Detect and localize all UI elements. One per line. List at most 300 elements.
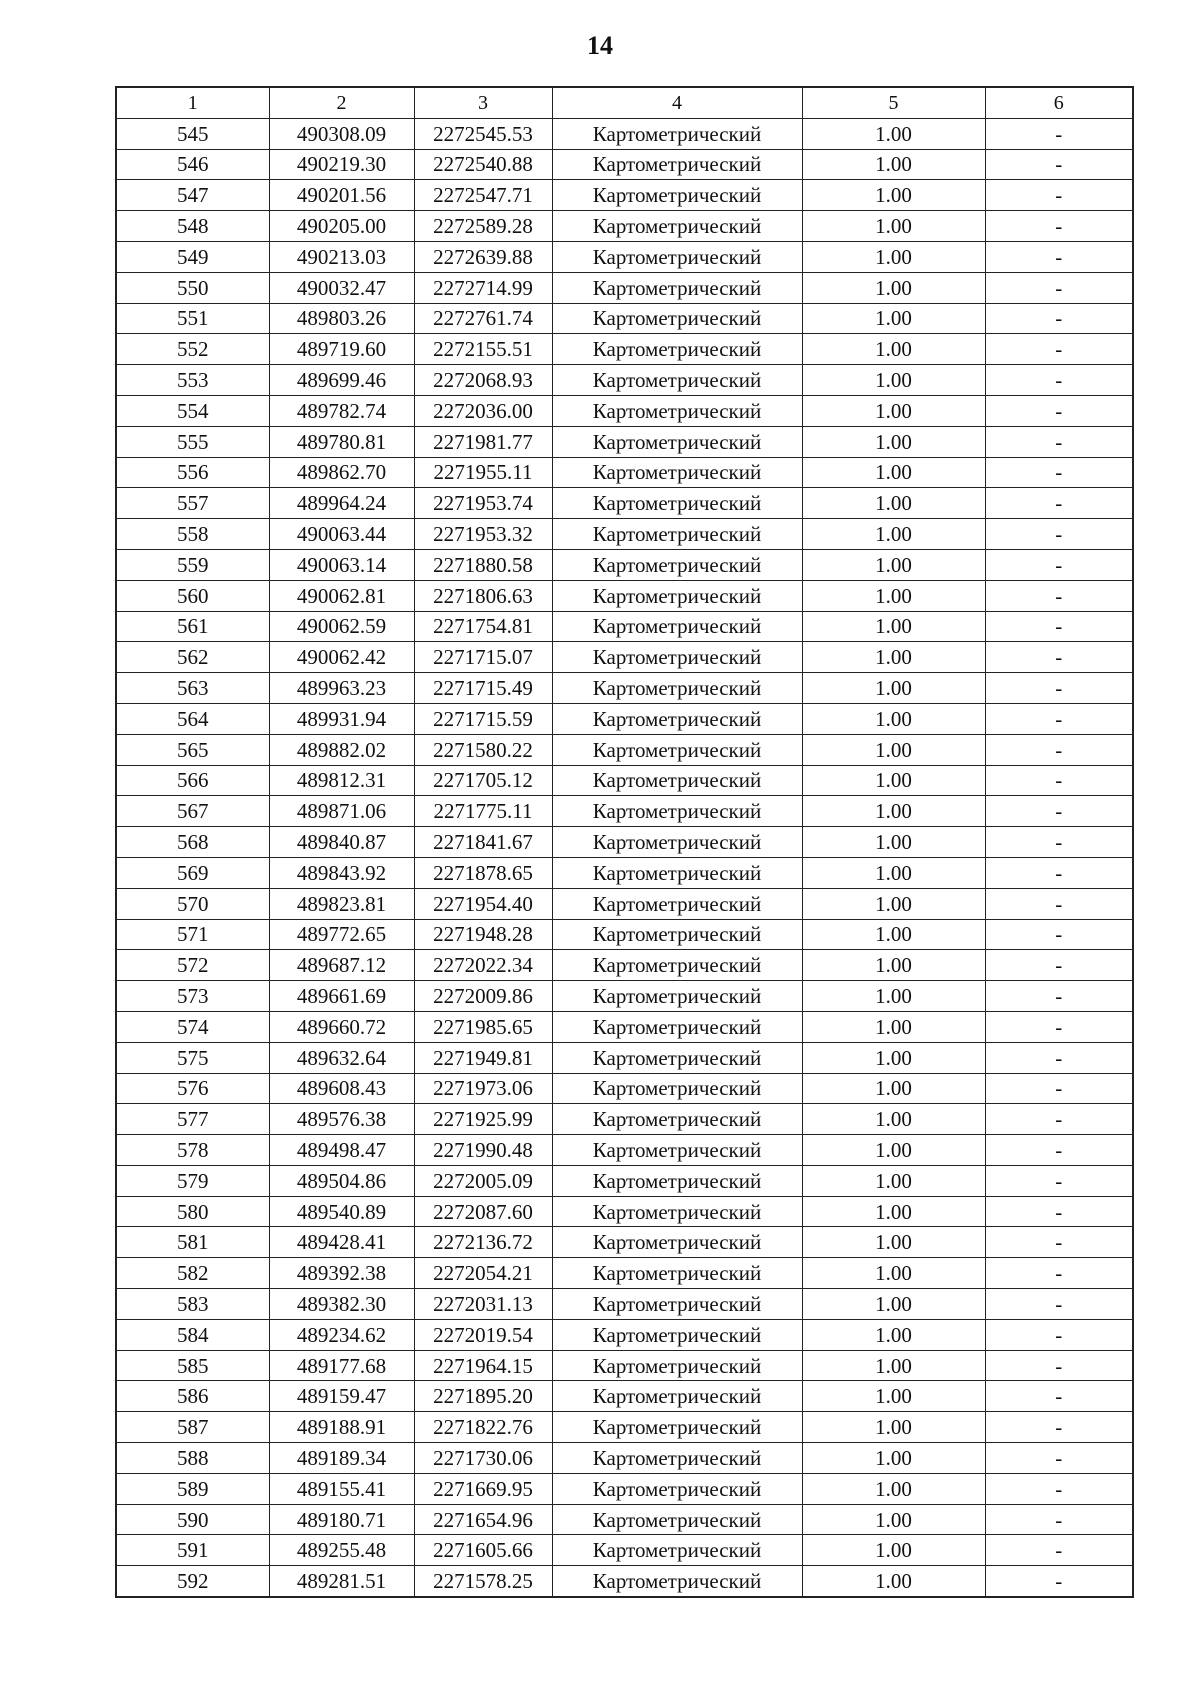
accuracy-cell: 1.00 [802, 118, 985, 149]
table-row [116, 734, 1133, 765]
y-coordinate-cell: 2272036.00 [414, 395, 552, 426]
page-number: 14 [587, 31, 613, 60]
point-number-cell: 592 [116, 1566, 269, 1597]
point-number-cell: 570 [116, 888, 269, 919]
x-coordinate-cell: 489498.47 [269, 1135, 414, 1166]
method-cell: Картометрический [552, 703, 802, 734]
accuracy-cell: 1.00 [802, 1135, 985, 1166]
point-number-cell: 561 [116, 611, 269, 642]
x-coordinate-cell: 489281.51 [269, 1566, 414, 1597]
point-number-cell: 565 [116, 734, 269, 765]
point-number-cell: 553 [116, 365, 269, 396]
y-coordinate-cell: 2272545.53 [414, 118, 552, 149]
method-cell: Картометрический [552, 211, 802, 242]
description-cell: - [985, 457, 1133, 488]
x-coordinate-cell: 490308.09 [269, 118, 414, 149]
description-cell: - [985, 1196, 1133, 1227]
y-coordinate-cell: 2271841.67 [414, 827, 552, 858]
method-cell: Картометрический [552, 1319, 802, 1350]
point-number-cell: 572 [116, 950, 269, 981]
accuracy-cell: 1.00 [802, 1443, 985, 1474]
method-cell: Картометрический [552, 303, 802, 334]
table-row [116, 1011, 1133, 1042]
point-number-cell: 579 [116, 1165, 269, 1196]
method-cell: Картометрический [552, 1135, 802, 1166]
table-row [116, 1135, 1133, 1166]
method-cell: Картометрический [552, 1473, 802, 1504]
table-row [116, 919, 1133, 950]
y-coordinate-cell: 2271981.77 [414, 426, 552, 457]
point-number-cell: 569 [116, 857, 269, 888]
point-number-cell: 573 [116, 981, 269, 1012]
y-coordinate-cell: 2271730.06 [414, 1443, 552, 1474]
point-number-cell: 564 [116, 703, 269, 734]
point-number-cell: 580 [116, 1196, 269, 1227]
y-coordinate-cell: 2271895.20 [414, 1381, 552, 1412]
x-coordinate-cell: 489576.38 [269, 1104, 414, 1135]
y-coordinate-cell: 2271925.99 [414, 1104, 552, 1135]
y-coordinate-cell: 2271605.66 [414, 1535, 552, 1566]
description-cell: - [985, 827, 1133, 858]
accuracy-cell: 1.00 [802, 1473, 985, 1504]
x-coordinate-cell: 489540.89 [269, 1196, 414, 1227]
x-coordinate-cell: 490032.47 [269, 272, 414, 303]
y-coordinate-cell: 2271669.95 [414, 1473, 552, 1504]
x-coordinate-cell: 489699.46 [269, 365, 414, 396]
description-cell: - [985, 1412, 1133, 1443]
table-row [116, 1073, 1133, 1104]
point-number-cell: 563 [116, 673, 269, 704]
table-row [116, 395, 1133, 426]
description-cell: - [985, 1165, 1133, 1196]
method-cell: Картометрический [552, 180, 802, 211]
accuracy-cell: 1.00 [802, 1381, 985, 1412]
table-row [116, 703, 1133, 734]
description-cell: - [985, 580, 1133, 611]
description-cell: - [985, 149, 1133, 180]
method-cell: Картометрический [552, 1011, 802, 1042]
description-cell: - [985, 180, 1133, 211]
x-coordinate-cell: 489180.71 [269, 1504, 414, 1535]
y-coordinate-cell: 2272031.13 [414, 1289, 552, 1320]
method-cell: Картометрический [552, 365, 802, 396]
table-row [116, 673, 1133, 704]
point-number-cell: 552 [116, 334, 269, 365]
x-coordinate-cell: 490062.59 [269, 611, 414, 642]
column-header-6: 6 [985, 87, 1133, 118]
y-coordinate-cell: 2271654.96 [414, 1504, 552, 1535]
accuracy-cell: 1.00 [802, 334, 985, 365]
table-row [116, 981, 1133, 1012]
table-row [116, 1196, 1133, 1227]
x-coordinate-cell: 490213.03 [269, 241, 414, 272]
table-row [116, 1473, 1133, 1504]
point-number-cell: 587 [116, 1412, 269, 1443]
x-coordinate-cell: 489392.38 [269, 1258, 414, 1289]
accuracy-cell: 1.00 [802, 857, 985, 888]
table-row [116, 857, 1133, 888]
method-cell: Картометрический [552, 734, 802, 765]
point-number-cell: 559 [116, 549, 269, 580]
point-number-cell: 589 [116, 1473, 269, 1504]
accuracy-cell: 1.00 [802, 211, 985, 242]
description-cell: - [985, 365, 1133, 396]
table-row [116, 1412, 1133, 1443]
y-coordinate-cell: 2271715.49 [414, 673, 552, 704]
accuracy-cell: 1.00 [802, 734, 985, 765]
accuracy-cell: 1.00 [802, 1227, 985, 1258]
y-coordinate-cell: 2271973.06 [414, 1073, 552, 1104]
y-coordinate-cell: 2272005.09 [414, 1165, 552, 1196]
description-cell: - [985, 1350, 1133, 1381]
point-number-cell: 581 [116, 1227, 269, 1258]
method-cell: Картометрический [552, 673, 802, 704]
point-number-cell: 550 [116, 272, 269, 303]
x-coordinate-cell: 489504.86 [269, 1165, 414, 1196]
accuracy-cell: 1.00 [802, 580, 985, 611]
table-row [116, 365, 1133, 396]
description-cell: - [985, 519, 1133, 550]
column-header-2: 2 [269, 87, 414, 118]
y-coordinate-cell: 2271715.07 [414, 642, 552, 673]
accuracy-cell: 1.00 [802, 180, 985, 211]
column-header-3: 3 [414, 87, 552, 118]
method-cell: Картометрический [552, 981, 802, 1012]
table-row [116, 580, 1133, 611]
description-cell: - [985, 703, 1133, 734]
method-cell: Картометрический [552, 1412, 802, 1443]
description-cell: - [985, 1473, 1133, 1504]
description-cell: - [985, 734, 1133, 765]
accuracy-cell: 1.00 [802, 827, 985, 858]
x-coordinate-cell: 489632.64 [269, 1042, 414, 1073]
description-cell: - [985, 241, 1133, 272]
y-coordinate-cell: 2271880.58 [414, 549, 552, 580]
point-number-cell: 591 [116, 1535, 269, 1566]
point-number-cell: 551 [116, 303, 269, 334]
y-coordinate-cell: 2271754.81 [414, 611, 552, 642]
point-number-cell: 549 [116, 241, 269, 272]
description-cell: - [985, 611, 1133, 642]
point-number-cell: 568 [116, 827, 269, 858]
table-row [116, 1042, 1133, 1073]
accuracy-cell: 1.00 [802, 703, 985, 734]
y-coordinate-cell: 2272019.54 [414, 1319, 552, 1350]
x-coordinate-cell: 489660.72 [269, 1011, 414, 1042]
table-row [116, 488, 1133, 519]
x-coordinate-cell: 489931.94 [269, 703, 414, 734]
accuracy-cell: 1.00 [802, 303, 985, 334]
coordinates-table [115, 86, 1134, 1598]
accuracy-cell: 1.00 [802, 519, 985, 550]
accuracy-cell: 1.00 [802, 611, 985, 642]
method-cell: Картометрический [552, 549, 802, 580]
method-cell: Картометрический [552, 149, 802, 180]
method-cell: Картометрический [552, 1196, 802, 1227]
y-coordinate-cell: 2271822.76 [414, 1412, 552, 1443]
point-number-cell: 560 [116, 580, 269, 611]
x-coordinate-cell: 489188.91 [269, 1412, 414, 1443]
description-cell: - [985, 334, 1133, 365]
y-coordinate-cell: 2272714.99 [414, 272, 552, 303]
point-number-cell: 583 [116, 1289, 269, 1320]
x-coordinate-cell: 489608.43 [269, 1073, 414, 1104]
table-row [116, 519, 1133, 550]
table-row [116, 549, 1133, 580]
x-coordinate-cell: 489862.70 [269, 457, 414, 488]
x-coordinate-cell: 489428.41 [269, 1227, 414, 1258]
y-coordinate-cell: 2272155.51 [414, 334, 552, 365]
description-cell: - [985, 118, 1133, 149]
description-cell: - [985, 272, 1133, 303]
point-number-cell: 588 [116, 1443, 269, 1474]
y-coordinate-cell: 2271955.11 [414, 457, 552, 488]
table-row [116, 211, 1133, 242]
point-number-cell: 554 [116, 395, 269, 426]
description-cell: - [985, 549, 1133, 580]
table-row [116, 1104, 1133, 1135]
point-number-cell: 577 [116, 1104, 269, 1135]
accuracy-cell: 1.00 [802, 426, 985, 457]
description-cell: - [985, 426, 1133, 457]
description-cell: - [985, 1381, 1133, 1412]
accuracy-cell: 1.00 [802, 395, 985, 426]
table-row [116, 334, 1133, 365]
description-cell: - [985, 1319, 1133, 1350]
x-coordinate-cell: 489255.48 [269, 1535, 414, 1566]
point-number-cell: 557 [116, 488, 269, 519]
method-cell: Картометрический [552, 1504, 802, 1535]
table-row [116, 827, 1133, 858]
accuracy-cell: 1.00 [802, 1289, 985, 1320]
point-number-cell: 566 [116, 765, 269, 796]
y-coordinate-cell: 2272009.86 [414, 981, 552, 1012]
x-coordinate-cell: 490201.56 [269, 180, 414, 211]
point-number-cell: 558 [116, 519, 269, 550]
x-coordinate-cell: 489772.65 [269, 919, 414, 950]
y-coordinate-cell: 2272547.71 [414, 180, 552, 211]
column-header-4: 4 [552, 87, 802, 118]
method-cell: Картометрический [552, 426, 802, 457]
point-number-cell: 575 [116, 1042, 269, 1073]
point-number-cell: 584 [116, 1319, 269, 1350]
point-number-cell: 548 [116, 211, 269, 242]
y-coordinate-cell: 2272054.21 [414, 1258, 552, 1289]
method-cell: Картометрический [552, 1104, 802, 1135]
x-coordinate-cell: 490062.81 [269, 580, 414, 611]
description-cell: - [985, 950, 1133, 981]
point-number-cell: 574 [116, 1011, 269, 1042]
method-cell: Картометрический [552, 765, 802, 796]
point-number-cell: 562 [116, 642, 269, 673]
x-coordinate-cell: 489234.62 [269, 1319, 414, 1350]
method-cell: Картометрический [552, 950, 802, 981]
table-row [116, 765, 1133, 796]
description-cell: - [985, 642, 1133, 673]
method-cell: Картометрический [552, 334, 802, 365]
y-coordinate-cell: 2271705.12 [414, 765, 552, 796]
table-row [116, 1535, 1133, 1566]
x-coordinate-cell: 490219.30 [269, 149, 414, 180]
table-row [116, 1381, 1133, 1412]
method-cell: Картометрический [552, 272, 802, 303]
description-cell: - [985, 1042, 1133, 1073]
method-cell: Картометрический [552, 395, 802, 426]
y-coordinate-cell: 2271953.74 [414, 488, 552, 519]
x-coordinate-cell: 489871.06 [269, 796, 414, 827]
accuracy-cell: 1.00 [802, 950, 985, 981]
table-row [116, 642, 1133, 673]
y-coordinate-cell: 2271949.81 [414, 1042, 552, 1073]
method-cell: Картометрический [552, 888, 802, 919]
method-cell: Картометрический [552, 857, 802, 888]
x-coordinate-cell: 489719.60 [269, 334, 414, 365]
table-row [116, 950, 1133, 981]
accuracy-cell: 1.00 [802, 765, 985, 796]
y-coordinate-cell: 2271948.28 [414, 919, 552, 950]
method-cell: Картометрический [552, 1042, 802, 1073]
x-coordinate-cell: 490205.00 [269, 211, 414, 242]
method-cell: Картометрический [552, 1381, 802, 1412]
y-coordinate-cell: 2271715.59 [414, 703, 552, 734]
point-number-cell: 582 [116, 1258, 269, 1289]
table-row [116, 1504, 1133, 1535]
accuracy-cell: 1.00 [802, 549, 985, 580]
table-row [116, 118, 1133, 149]
description-cell: - [985, 1504, 1133, 1535]
accuracy-cell: 1.00 [802, 1258, 985, 1289]
y-coordinate-cell: 2271953.32 [414, 519, 552, 550]
y-coordinate-cell: 2272087.60 [414, 1196, 552, 1227]
accuracy-cell: 1.00 [802, 1319, 985, 1350]
description-cell: - [985, 765, 1133, 796]
point-number-cell: 547 [116, 180, 269, 211]
y-coordinate-cell: 2272136.72 [414, 1227, 552, 1258]
y-coordinate-cell: 2272639.88 [414, 241, 552, 272]
method-cell: Картометрический [552, 796, 802, 827]
accuracy-cell: 1.00 [802, 642, 985, 673]
accuracy-cell: 1.00 [802, 272, 985, 303]
method-cell: Картометрический [552, 1165, 802, 1196]
point-number-cell: 546 [116, 149, 269, 180]
accuracy-cell: 1.00 [802, 241, 985, 272]
description-cell: - [985, 919, 1133, 950]
description-cell: - [985, 1535, 1133, 1566]
table-row [116, 1165, 1133, 1196]
header-row [116, 87, 1133, 118]
accuracy-cell: 1.00 [802, 888, 985, 919]
method-cell: Картометрический [552, 919, 802, 950]
x-coordinate-cell: 489177.68 [269, 1350, 414, 1381]
y-coordinate-cell: 2272761.74 [414, 303, 552, 334]
point-number-cell: 576 [116, 1073, 269, 1104]
description-cell: - [985, 1227, 1133, 1258]
point-number-cell: 571 [116, 919, 269, 950]
method-cell: Картометрический [552, 827, 802, 858]
table-row [116, 611, 1133, 642]
x-coordinate-cell: 489803.26 [269, 303, 414, 334]
accuracy-cell: 1.00 [802, 457, 985, 488]
x-coordinate-cell: 489159.47 [269, 1381, 414, 1412]
table-row [116, 1319, 1133, 1350]
x-coordinate-cell: 489964.24 [269, 488, 414, 519]
description-cell: - [985, 673, 1133, 704]
column-header-5: 5 [802, 87, 985, 118]
accuracy-cell: 1.00 [802, 1566, 985, 1597]
description-cell: - [985, 796, 1133, 827]
x-coordinate-cell: 489189.34 [269, 1443, 414, 1474]
accuracy-cell: 1.00 [802, 796, 985, 827]
point-number-cell: 585 [116, 1350, 269, 1381]
y-coordinate-cell: 2271775.11 [414, 796, 552, 827]
y-coordinate-cell: 2272589.28 [414, 211, 552, 242]
accuracy-cell: 1.00 [802, 1073, 985, 1104]
y-coordinate-cell: 2271985.65 [414, 1011, 552, 1042]
table-row [116, 1350, 1133, 1381]
description-cell: - [985, 1104, 1133, 1135]
accuracy-cell: 1.00 [802, 149, 985, 180]
description-cell: - [985, 488, 1133, 519]
x-coordinate-cell: 489840.87 [269, 827, 414, 858]
description-cell: - [985, 395, 1133, 426]
accuracy-cell: 1.00 [802, 1104, 985, 1135]
point-number-cell: 578 [116, 1135, 269, 1166]
method-cell: Картометрический [552, 1289, 802, 1320]
method-cell: Картометрический [552, 642, 802, 673]
method-cell: Картометрический [552, 241, 802, 272]
point-number-cell: 555 [116, 426, 269, 457]
y-coordinate-cell: 2271954.40 [414, 888, 552, 919]
accuracy-cell: 1.00 [802, 919, 985, 950]
x-coordinate-cell: 489812.31 [269, 765, 414, 796]
accuracy-cell: 1.00 [802, 1504, 985, 1535]
x-coordinate-cell: 489687.12 [269, 950, 414, 981]
y-coordinate-cell: 2271580.22 [414, 734, 552, 765]
method-cell: Картометрический [552, 1073, 802, 1104]
description-cell: - [985, 303, 1133, 334]
method-cell: Картометрический [552, 488, 802, 519]
method-cell: Картометрический [552, 457, 802, 488]
accuracy-cell: 1.00 [802, 1350, 985, 1381]
accuracy-cell: 1.00 [802, 1412, 985, 1443]
point-number-cell: 586 [116, 1381, 269, 1412]
description-cell: - [985, 1566, 1133, 1597]
table-row [116, 1289, 1133, 1320]
point-number-cell: 556 [116, 457, 269, 488]
point-number-cell: 567 [116, 796, 269, 827]
y-coordinate-cell: 2272540.88 [414, 149, 552, 180]
description-cell: - [985, 1011, 1133, 1042]
description-cell: - [985, 1443, 1133, 1474]
method-cell: Картометрический [552, 1443, 802, 1474]
table-row [116, 1227, 1133, 1258]
table-header [116, 87, 1133, 118]
table-row [116, 272, 1133, 303]
accuracy-cell: 1.00 [802, 1196, 985, 1227]
x-coordinate-cell: 489782.74 [269, 395, 414, 426]
table-row [116, 1443, 1133, 1474]
description-cell: - [985, 857, 1133, 888]
x-coordinate-cell: 489963.23 [269, 673, 414, 704]
x-coordinate-cell: 489823.81 [269, 888, 414, 919]
table-body [116, 118, 1133, 1597]
x-coordinate-cell: 490062.42 [269, 642, 414, 673]
y-coordinate-cell: 2271964.15 [414, 1350, 552, 1381]
y-coordinate-cell: 2272022.34 [414, 950, 552, 981]
table-row [116, 241, 1133, 272]
x-coordinate-cell: 490063.44 [269, 519, 414, 550]
table-row [116, 149, 1133, 180]
